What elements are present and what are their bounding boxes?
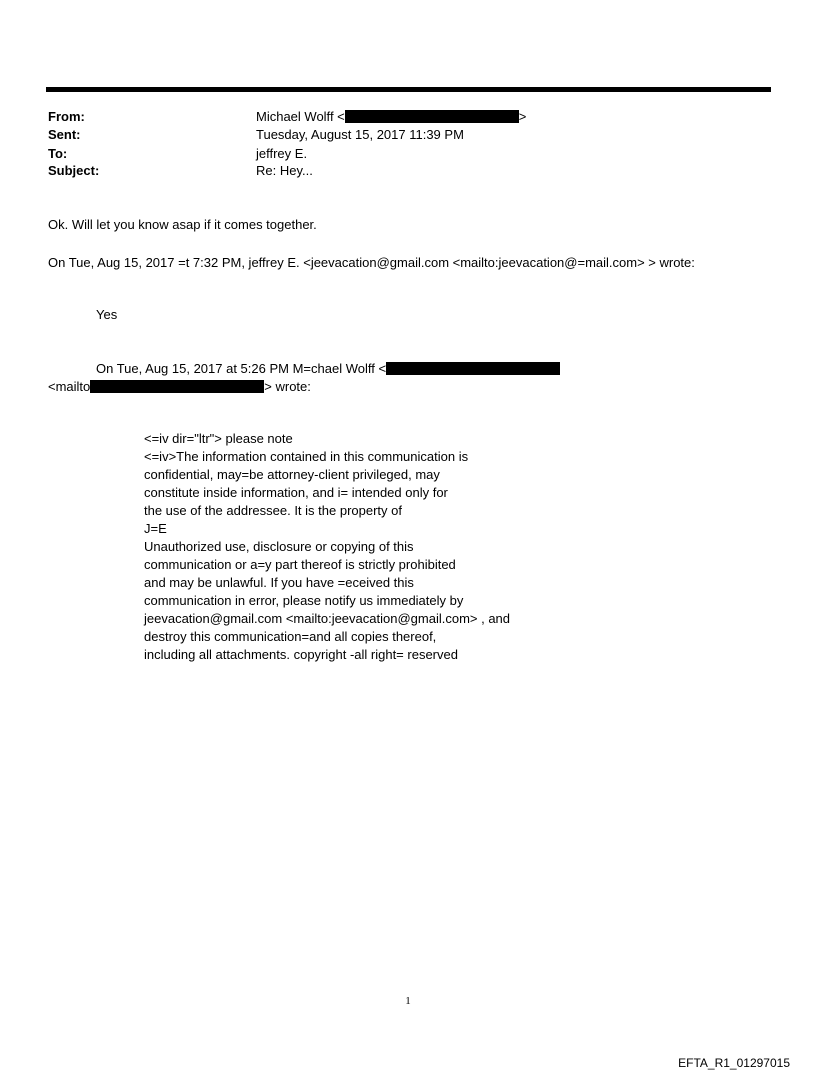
notice-line: destroy this communication=and all copies thereof, — [144, 629, 437, 644]
bates-number: EFTA_R1_01297015 — [678, 1056, 790, 1070]
notice-line: communication in error, please notify us immediately by — [144, 593, 464, 608]
subject-label: Subject: — [48, 163, 100, 178]
notice-line: J=E — [144, 521, 167, 536]
quoted-header-2-cont — [48, 378, 311, 395]
notice-line: communication or a=y part thereof is strictly prohibited — [144, 557, 456, 572]
reply-text: Ok. Will let you know asap if it comes together. — [48, 217, 317, 232]
page-number: 1 — [405, 995, 411, 1007]
notice-line: and may be unlawful. If you have =eceived this — [144, 575, 414, 590]
from-name: Michael Wolff < — [256, 109, 345, 124]
quoted-mailto: <mailto — [48, 379, 91, 394]
from-value — [256, 108, 526, 125]
redaction-block — [90, 380, 264, 393]
notice-line: including all attachments. copyright -all right= reserved — [144, 647, 458, 662]
notice-line: <=iv>The information contained in this communication is — [144, 449, 469, 464]
redaction-block — [345, 110, 519, 123]
quoted-header-2 — [96, 360, 560, 377]
notice-line: Unauthorized use, disclosure or copying of this — [144, 539, 414, 554]
from-label: From: — [48, 109, 85, 124]
quoted-wrote: > wrote: — [264, 379, 311, 394]
to-label: To: — [48, 146, 68, 161]
notice-line: confidential, may=be attorney-client privileged, may — [144, 467, 440, 482]
quoted-header-2-text: On Tue, Aug 15, 2017 at 5:26 PM M=chael Wolff < — [96, 361, 387, 376]
quoted-reply-yes: Yes — [96, 307, 118, 322]
sent-label: Sent: — [48, 127, 81, 142]
notice-line: constitute inside information, and i= intended only for — [144, 485, 448, 500]
quoted-header-1: On Tue, Aug 15, 2017 =t 7:32 PM, jeffrey E. <jeevacation@gmail.com <mailto:jeevacation@=mail.com> > wrote: — [48, 255, 695, 270]
to-value: jeffrey E. — [256, 146, 308, 161]
from-close: > — [518, 109, 527, 124]
notice-line: the use of the addressee. It is the property of — [144, 503, 402, 518]
notice-line: jeevacation@gmail.com <mailto:jeevacation@gmail.com> , and — [144, 611, 511, 626]
subject-value: Re: Hey... — [256, 163, 313, 178]
confidentiality-notice — [144, 430, 510, 664]
redaction-block — [386, 362, 560, 375]
notice-line: <=iv dir="ltr"> please note — [144, 431, 293, 446]
header-rule — [46, 87, 771, 92]
sent-value: Tuesday, August 15, 2017 11:39 PM — [256, 127, 464, 142]
